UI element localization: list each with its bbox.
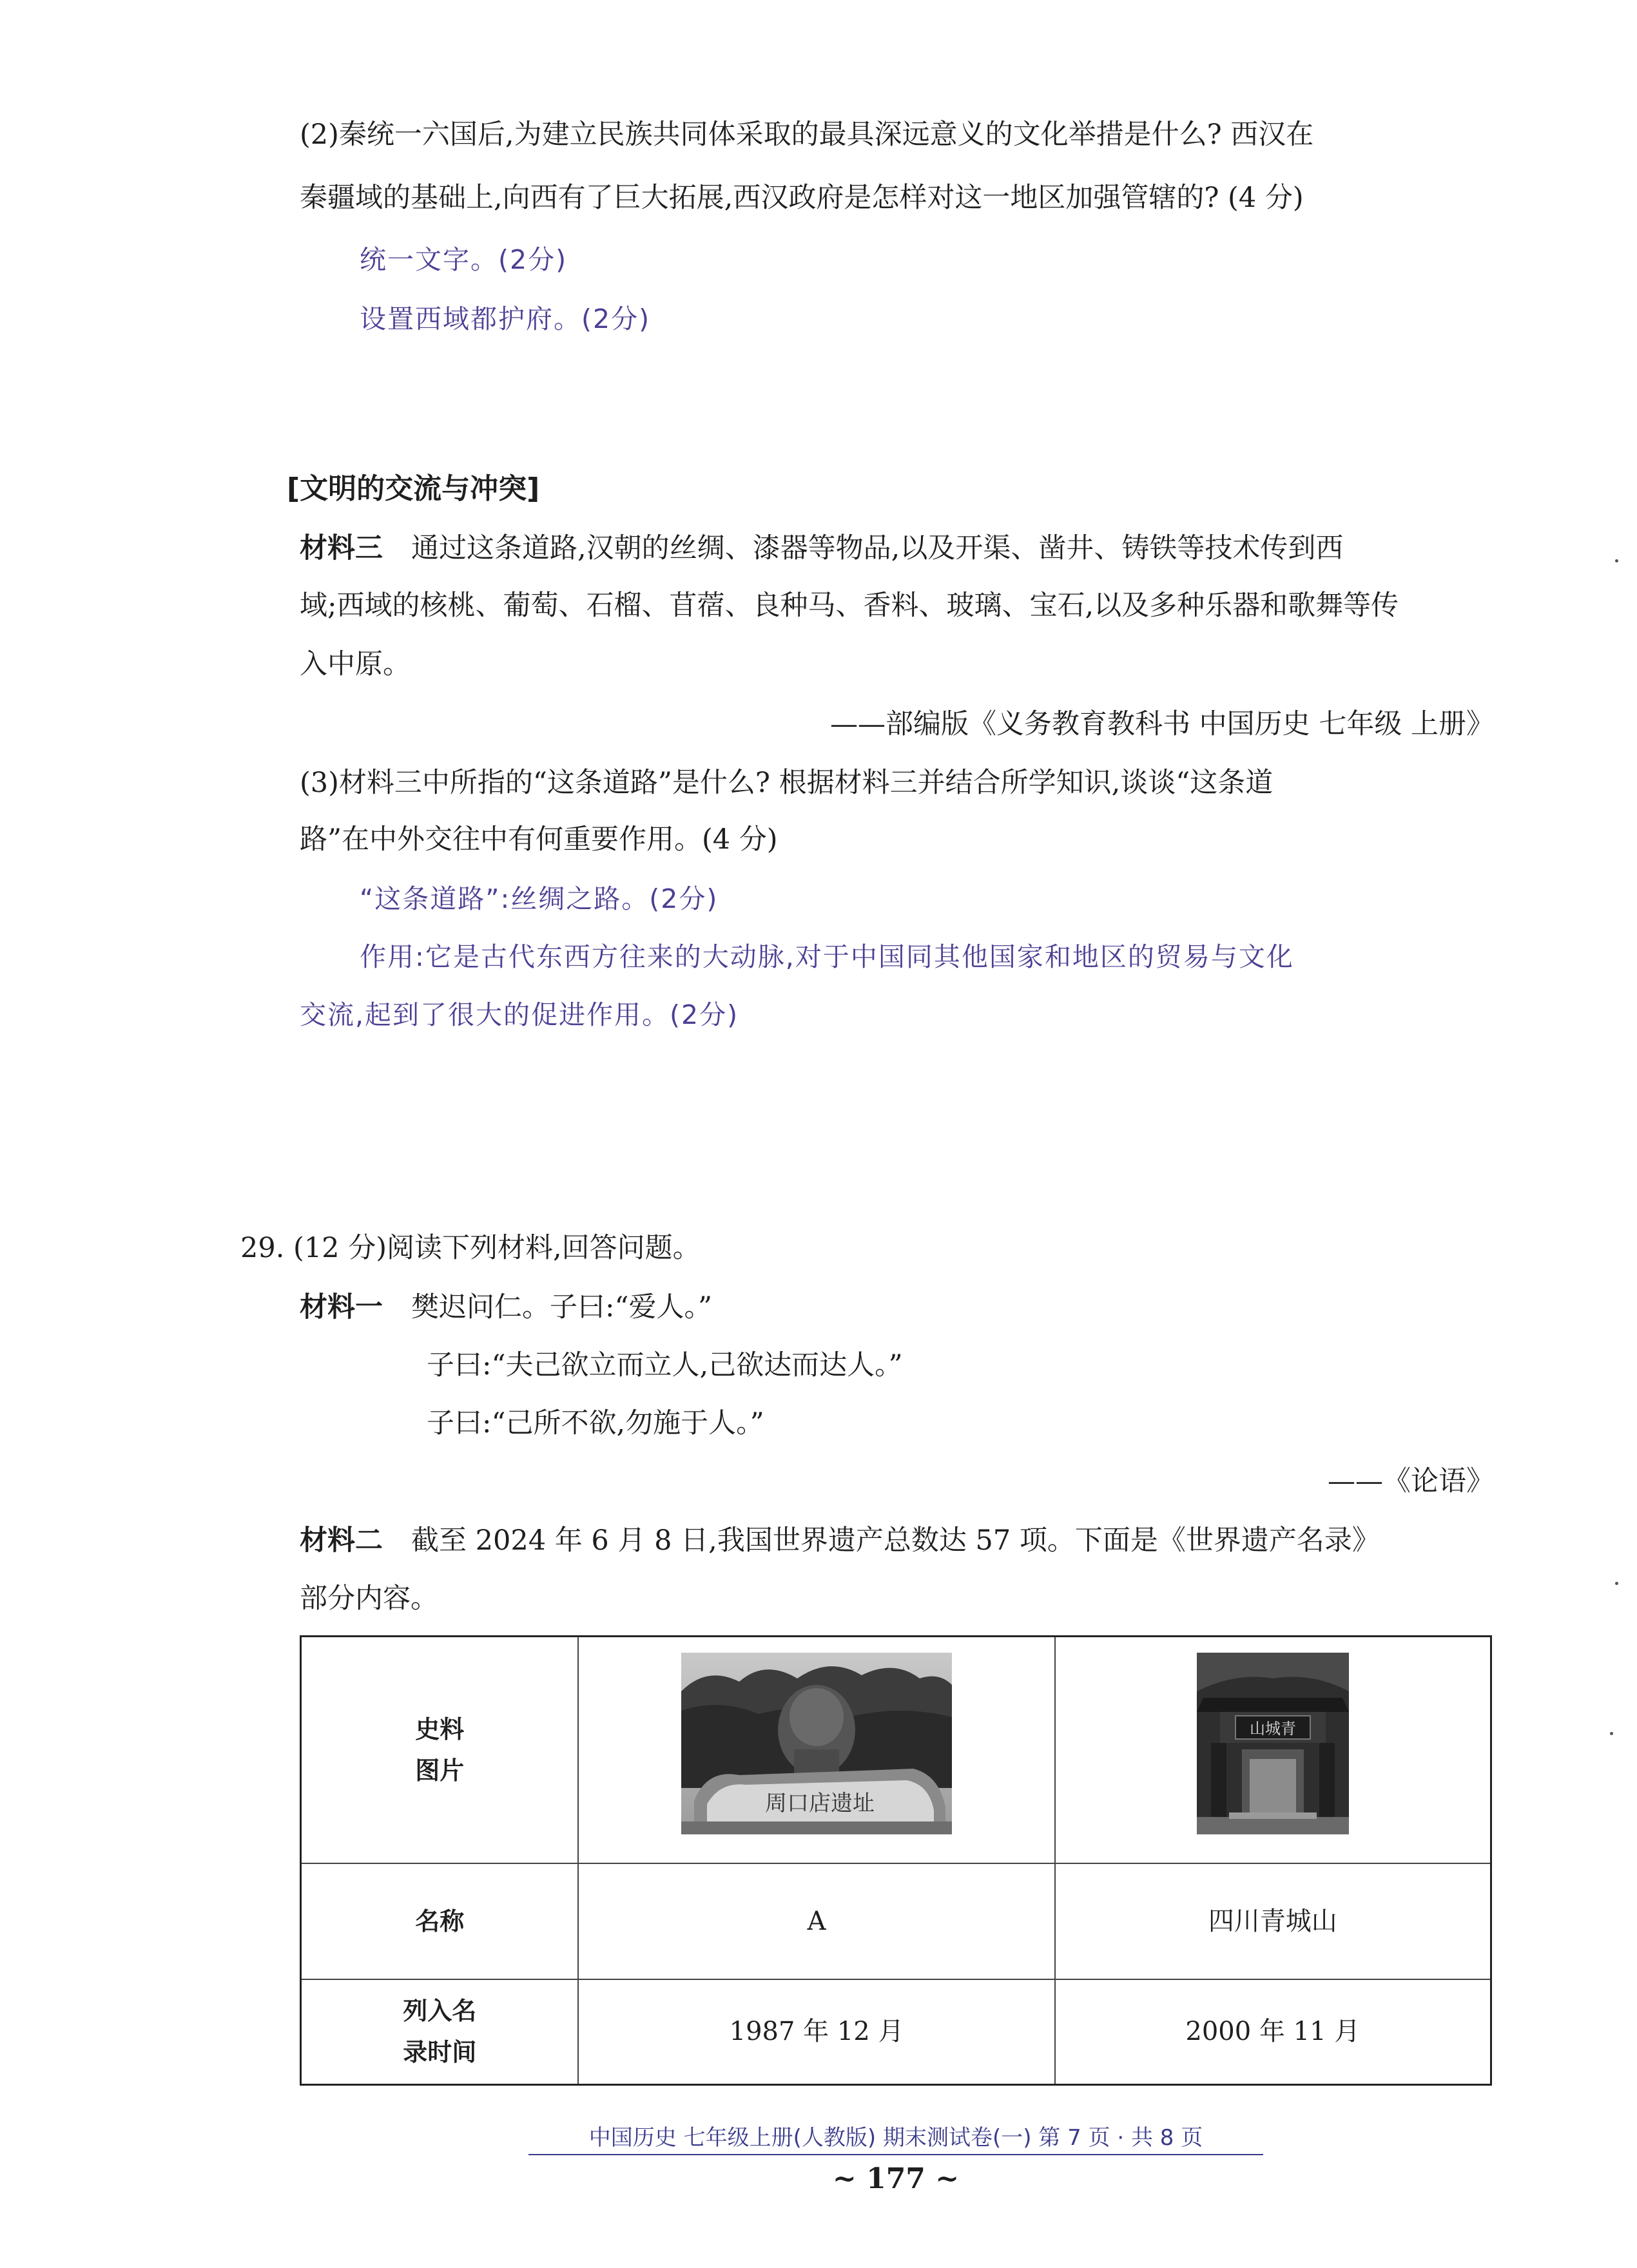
- material2-line2: 部分内容。: [300, 1582, 438, 1615]
- cell-image-b: [1055, 1637, 1491, 1863]
- q29-title: 29. (12 分)阅读下列材料,回答问题。: [240, 1232, 701, 1264]
- q3-line2: 路”在中外交往中有何重要作用。(4 分): [300, 823, 778, 856]
- material1-line3: 子曰:“己所不欲,勿施于人。”: [427, 1407, 764, 1439]
- material3-text1: 通过这条道路,汉朝的丝绸、漆器等物品,以及开渠、凿井、铸铁等技术传到西: [411, 532, 1344, 564]
- scan-speck: [1615, 1582, 1618, 1585]
- q28-part2-line1: (2)秦统一六国后,为建立民族共同体采取的最具深远意义的文化举措是什么? 西汉在: [300, 119, 1314, 151]
- header-image-line1: 史料: [415, 1715, 465, 1744]
- material3-source: ——部编版《义务教育教科书 中国历史 七年级 上册》: [829, 708, 1494, 740]
- material2-label: 材料二: [300, 1524, 383, 1557]
- header-cell-date: [301, 1979, 579, 2085]
- q3-line1: (3)材料三中所指的“这条道路”是什么? 根据材料三并结合所学知识,谈谈“这条道: [300, 767, 1274, 799]
- q3-answer2-line2: 交流,起到了很大的促进作用。(2分): [300, 999, 739, 1030]
- header-image-line2: 图片: [415, 1756, 465, 1785]
- table-row-images: [301, 1637, 1491, 1863]
- material1-label: 材料一: [300, 1291, 383, 1323]
- material3-line1: [300, 530, 1343, 567]
- header-cell-image: [301, 1637, 579, 1863]
- scan-speck: [1610, 1732, 1613, 1735]
- cell-name-b: 四川青城山: [1055, 1863, 1491, 1979]
- header-cell-name: 名称: [301, 1863, 579, 1979]
- q3-answer1: “这条道路”:丝绸之路。(2分): [360, 883, 719, 914]
- heritage-table: [300, 1635, 1492, 2086]
- q28-part2-answer1: 统一文字。(2分): [360, 244, 568, 275]
- material2-text1: 截至 2024 年 6 月 8 日,我国世界遗产总数达 57 项。下面是《世界遗产名录》: [411, 1524, 1380, 1557]
- cell-date-b: 2000 年 11 月: [1055, 1979, 1491, 2085]
- qingchengshan-sign: 山城青: [1249, 1720, 1296, 1738]
- cell-name-a: A: [578, 1863, 1054, 1979]
- header-date-line1: 列入名: [403, 1997, 477, 2026]
- material3-label: 材料三: [300, 532, 383, 564]
- material3-line3: 入中原。: [300, 648, 411, 680]
- q28-part2-answer2: 设置西域都护府。(2分): [360, 303, 651, 334]
- q3-answer2-line1: 作用:它是古代东西方往来的大动脉,对于中国同其他国家和地区的贸易与文化: [360, 941, 1294, 972]
- table-row-dates: [301, 1979, 1491, 2085]
- scan-speck: [1615, 559, 1618, 562]
- cell-image-a: [578, 1637, 1054, 1863]
- page-number: ~ 177 ~: [832, 2162, 960, 2195]
- table-row-names: [301, 1863, 1491, 1979]
- header-date-line2: 录时间: [403, 2038, 477, 2067]
- zhoukoudian-photo: [681, 1653, 952, 1834]
- q28-part2-line2: 秦疆域的基础上,向西有了巨大拓展,西汉政府是怎样对这一地区加强管辖的? (4 分): [300, 182, 1304, 214]
- zhoukoudian-sign: 周口店遗址: [765, 1791, 875, 1817]
- material1-text1: 樊迟问仁。子曰:“爱人。”: [411, 1291, 712, 1323]
- material1-line1: [300, 1289, 712, 1326]
- section-heading: [文明的交流与冲突]: [287, 472, 540, 505]
- material1-line2: 子曰:“夫己欲立而立人,己欲达而达人。”: [427, 1349, 903, 1381]
- footer-info: 中国历史 七年级上册(人教版) 期末测试卷(一) 第 7 页 · 共 8 页: [528, 2120, 1263, 2155]
- cell-date-a: 1987 年 12 月: [578, 1979, 1054, 2085]
- material2-line1: [300, 1522, 1380, 1559]
- qingchengshan-photo: [1197, 1653, 1349, 1834]
- material1-source: ——《论语》: [1328, 1465, 1494, 1497]
- material3-line2: 域;西域的核桃、葡萄、石榴、苜蓿、良种马、香料、玻璃、宝石,以及多种乐器和歌舞等传: [300, 590, 1399, 622]
